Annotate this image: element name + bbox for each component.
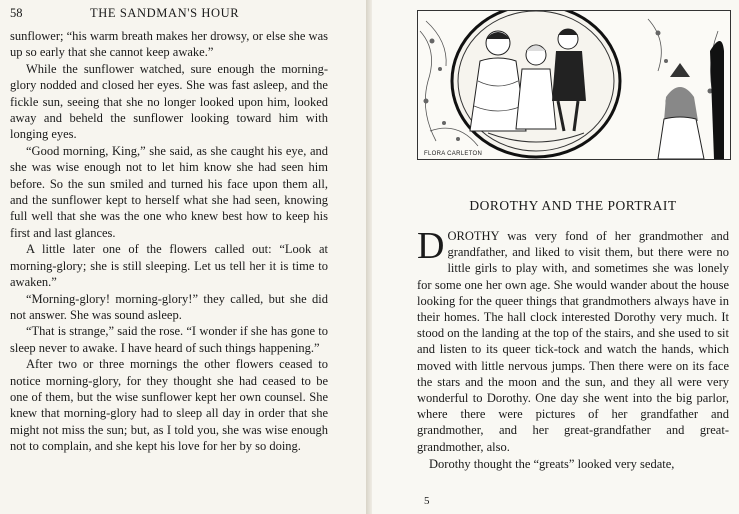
folio-number: 5: [424, 495, 430, 507]
chapter-illustration: [417, 10, 731, 160]
paragraph: “Morning-glory! morning-glory!” they called, but she did not answer. She was sound asleep.: [10, 291, 328, 322]
portrait-drawing: [418, 11, 730, 159]
first-paragraph: [417, 225, 729, 455]
page-number: 58: [10, 6, 23, 20]
paragraph: Dorothy thought the “greats” looked very sedate,: [429, 456, 675, 471]
running-title: THE SANDMAN'S HOUR: [90, 6, 240, 20]
paragraph: sunflower; “his warm breath makes her drowsy, or else she was up so early that she cannot keep awake.”: [10, 29, 328, 60]
paragraph: “Good morning, King,” she said, as she caught his eye, and she was wise enough not to let him know she had seen him before. So the sun smiled and turned his face upon them all, and the sunflower kept to herself what she had seen, knowing full well that she was the one who knew best how to keep his first and last glances.: [10, 143, 328, 240]
right-text-block: [417, 225, 729, 472]
first-paragraph-text: OROTHY was very fond of her grandmother and grandfather, and liked to visit them, but there were no little girls to play with, and sometimes she was lonely for some one her own age. She would wander about the house looking for the queer things that grandmothers always have in their homes. The hall clock interested Dorothy very much. It stood on the landing at the top of the stairs, and she used to sit and listen to its queer tick-tock and watch the hands, which moved with little nervous jumps. Then there were on its face the stars and the moon and the sun, and they all were very wonderful to Dorothy. One day she went into the big parlor, where there were pictures of her grandfather and grandmother, and her great-grandfather and great-grandmother, also.: [417, 229, 729, 454]
left-text-block: [10, 28, 328, 455]
illustrator-signature: FLORA CARLETON: [424, 151, 483, 157]
drop-cap: D: [417, 225, 445, 267]
paragraph: While the sunflower watched, sure enough the morning-glory nodded and closed her eyes. She was fast asleep, and the fickle sun, seeing that she no longer looked upon him, looked away and beheld the sunflower looking toward him with longing eyes.: [10, 61, 328, 142]
paragraph: “That is strange,” said the rose. “I wonder if she has gone to sleep never to awake. I have heard of such things happening.”: [10, 324, 328, 355]
paragraph: After two or three mornings the other flowers ceased to notice morning-glory, for they thought she had ceased to be one of them, but the wise sunflower kept her own counsel. She knew that morning-glory had to sleep all day in order that she might not miss the sun; but, as I told you, she was wise enough not to complain, and she kept his love for her by so doing.: [10, 357, 328, 454]
left-page: [0, 0, 366, 514]
paragraph: A little later one of the flowers called out: “Look at morning-glory; she is still sleeping. Let us tell her it is time to awaken.”: [10, 242, 328, 290]
right-page: [372, 0, 739, 514]
chapter-title: DOROTHY AND THE PORTRAIT: [469, 198, 677, 213]
